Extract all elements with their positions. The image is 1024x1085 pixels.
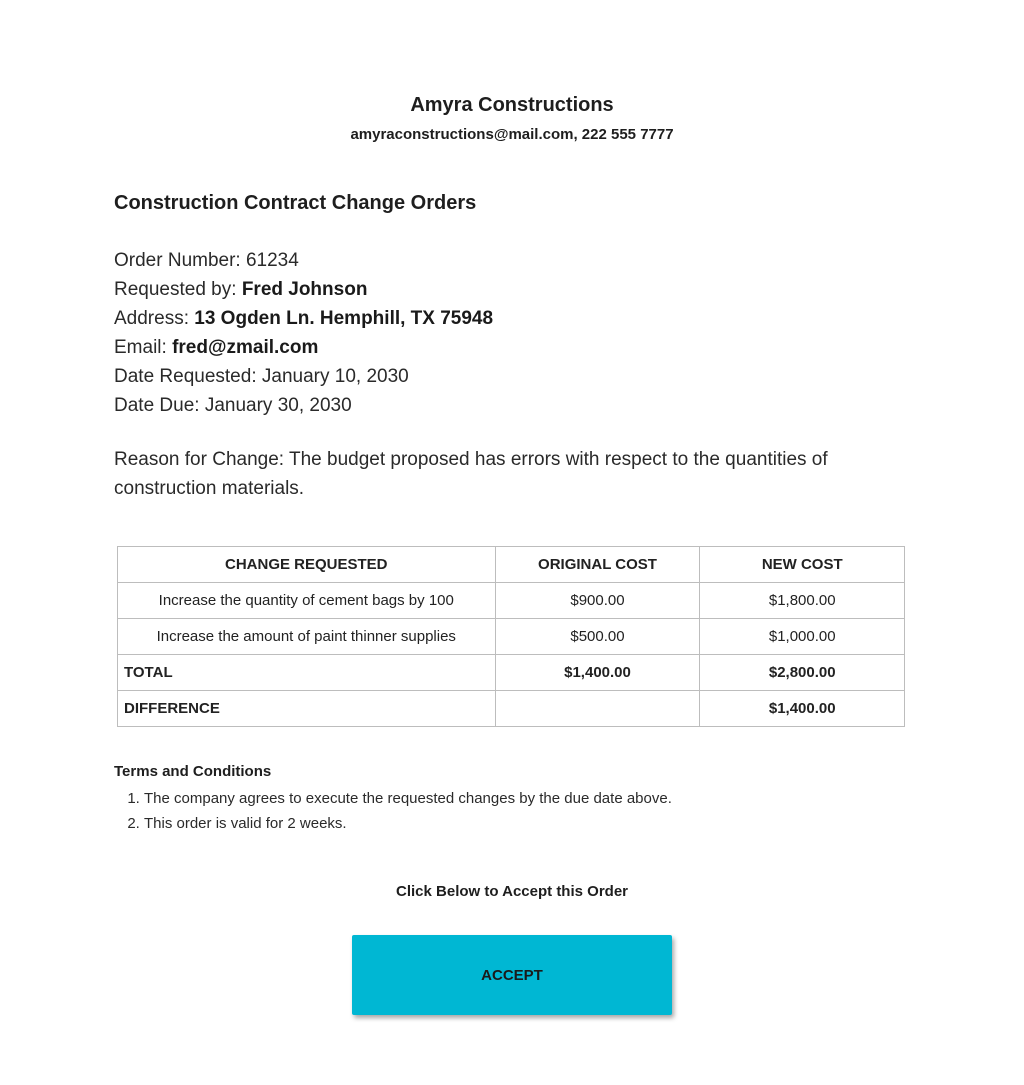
date-requested-value: January 10, 2030	[261, 366, 409, 387]
table-row	[118, 619, 905, 655]
date-due-value: January 30, 2030	[204, 395, 352, 416]
order-info	[114, 246, 493, 420]
requested-by-row	[114, 275, 493, 304]
original-cost-cell: $500.00	[495, 619, 700, 655]
company-contact: amyraconstructions@mail.com, 222 555 7777	[350, 126, 674, 143]
change-cell: Increase the quantity of cement bags by 100	[118, 583, 496, 619]
accept-button[interactable]: ACCEPT	[352, 935, 672, 1015]
header-original-cost: ORIGINAL COST	[495, 547, 700, 583]
order-number-label: Order Number:	[114, 250, 241, 271]
date-due-label: Date Due:	[114, 395, 200, 416]
terms-title: Terms and Conditions	[114, 763, 272, 780]
change-cell: Increase the amount of paint thinner supplies	[118, 619, 496, 655]
requested-by-value: Fred Johnson	[241, 279, 368, 300]
header-new-cost: NEW COST	[700, 547, 905, 583]
reason-for-change: Reason for Change: The budget proposed has errors with respect to the quantities of construction materials.	[114, 449, 828, 499]
table-header-row	[118, 547, 905, 583]
email-label: Email:	[114, 337, 167, 358]
total-new-cost: $2,800.00	[700, 655, 905, 691]
change-order-table	[117, 546, 905, 727]
order-number-row	[114, 246, 493, 275]
company-name: Amyra Constructions	[410, 94, 614, 116]
date-requested-row	[114, 362, 493, 391]
address-value: 13 Ogden Ln. Hemphill, TX 75948	[194, 308, 494, 329]
address-label: Address:	[114, 308, 189, 329]
date-due-row	[114, 391, 493, 420]
list-item: 2. This order is valid for 2 weeks.	[144, 811, 672, 836]
new-cost-cell: $1,800.00	[700, 583, 905, 619]
total-label: TOTAL	[118, 655, 496, 691]
header-change-requested: CHANGE REQUESTED	[118, 547, 496, 583]
total-original-cost: $1,400.00	[495, 655, 700, 691]
original-cost-cell: $900.00	[495, 583, 700, 619]
list-item: 1. The company agrees to execute the requested changes by the due date above.	[144, 786, 672, 811]
difference-new-cost: $1,400.00	[700, 691, 905, 727]
difference-row	[118, 691, 905, 727]
page-title: Construction Contract Change Orders	[114, 192, 477, 214]
difference-label: DIFFERENCE	[118, 691, 496, 727]
difference-original-cost	[495, 691, 700, 727]
accept-prompt: Click Below to Accept this Order	[396, 883, 628, 900]
terms-list	[114, 786, 672, 836]
order-number-value: 61234	[245, 250, 299, 271]
date-requested-label: Date Requested:	[114, 366, 257, 387]
email-value: fred@zmail.com	[172, 337, 319, 358]
email-row	[114, 333, 493, 362]
requested-by-label: Requested by:	[114, 279, 237, 300]
table-row	[118, 583, 905, 619]
total-row	[118, 655, 905, 691]
new-cost-cell: $1,000.00	[700, 619, 905, 655]
address-row	[114, 304, 493, 333]
